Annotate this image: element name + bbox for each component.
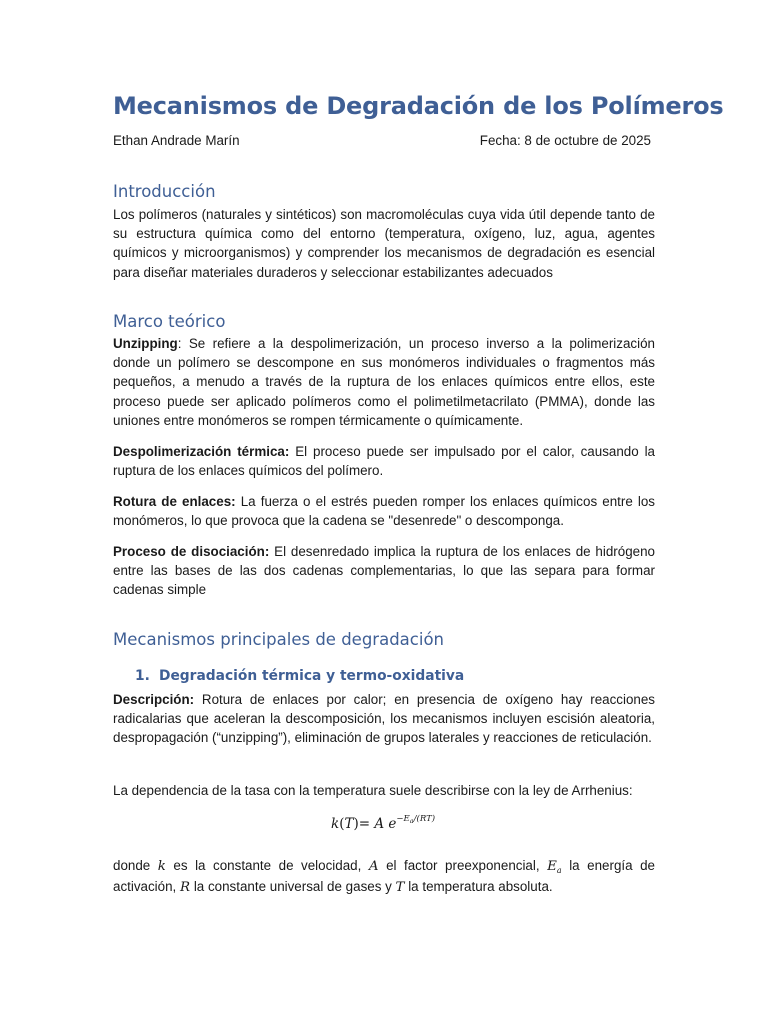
where-t1: donde: [113, 858, 158, 873]
term-descripcion: Descripción:: [113, 692, 195, 707]
list-number: 1.: [135, 668, 150, 684]
paragraph-arrhenius-intro: La dependencia de la tasa con la temperatura suele describirse con la ley de Arrhenius:: [113, 783, 633, 798]
intro-paragraph: Los polímeros (naturales y sintéticos) son macromoléculas cuya vida útil depende tanto de su estructura química como del entorno (temperatura, oxígeno, luz, agua, agentes químicos y microorganismos) y comprender los mecanismos de degradación es esencial para diseñar materiales duraderos y seleccionar estabilizantes adecuados: [113, 207, 655, 280]
definition-rotura-enlaces: La fuerza o el estrés pueden romper los enlaces químicos entre los monómeros, lo que provoca que la cadena se "desenrede" o descomponga.: [113, 494, 656, 529]
where-t3: el factor preexponencial,: [378, 858, 548, 873]
heading-mecanismos: Mecanismos principales de degradación: [113, 630, 444, 649]
term-despolimerizacion-termica: Despolimerización térmica:: [113, 444, 290, 459]
math-E-sub: a: [556, 866, 562, 875]
heading-marco-teorico: Marco teórico: [113, 312, 226, 331]
descripcion-text: Rotura de enlaces por calor; en presencia de oxígeno hay reacciones radicalarias que aceleran la descomposición, los mecanismos incluyen escisión aleatoria, despropagación (“unzipping”), eliminación de grupos laterales y reacciones de reticulación.: [113, 692, 655, 746]
math-Ea: [547, 859, 562, 874]
where-t2: es la constante de velocidad,: [165, 858, 369, 873]
math-T: T: [395, 880, 405, 896]
where-t5: la constante universal de gases y: [190, 879, 396, 895]
paragraph-despolimerizacion: [113, 442, 655, 480]
paragraph-donde: [113, 856, 655, 897]
subheading-degradacion-termica: [135, 668, 464, 684]
paragraph-rotura-enlaces: [113, 492, 655, 530]
eq-rparen: ): [353, 816, 359, 832]
term-unzipping: Unzipping: [113, 336, 178, 351]
math-R: R: [180, 880, 191, 896]
where-t6: la temperatura absoluta.: [404, 879, 553, 895]
document-date: Fecha: 8 de octubre de 2025: [479, 133, 651, 148]
definition-despolimerizacion-termica: El proceso puede ser impulsado por el calor, causando la ruptura de los enlaces químicos del polímero.: [113, 444, 656, 479]
eq-e: e: [388, 816, 397, 832]
eq-equals-A: = A: [358, 816, 385, 832]
eq-lparen: (: [339, 816, 345, 832]
paragraph-descripcion: [113, 690, 655, 748]
eq-exp-rest: /(RT): [413, 814, 436, 824]
eq-T: T: [344, 816, 354, 832]
eq-exponent: [396, 814, 435, 824]
where-t4: la energía de activación,: [113, 858, 655, 895]
math-k: k: [157, 859, 166, 874]
subheading-label: Degradación térmica y termo-oxidativa: [159, 668, 465, 684]
definition-proceso-disociacion: El desenredado implica la ruptura de los enlaces de hidrógeno entre las bases de las dos cadenas complementarias, lo que las separa para formar cadenas simple: [113, 544, 655, 598]
eq-exp-sub: a: [409, 817, 414, 825]
paragraph-proceso-disociacion: [113, 542, 655, 600]
math-A: A: [368, 859, 379, 874]
eq-k: k: [331, 816, 340, 832]
term-rotura-enlaces: Rotura de enlaces:: [113, 494, 236, 509]
term-separator: :: [177, 336, 182, 351]
paragraph-unzipping: [113, 334, 655, 430]
heading-introduccion: Introducción: [113, 182, 216, 201]
document-title: Mecanismos de Degradación de los Polímeros: [113, 92, 724, 120]
eq-exp-sign: −E: [396, 814, 410, 824]
math-E: E: [547, 859, 557, 874]
definition-unzipping: Se refiere a la despolimerización, un proceso inverso a la polimerización donde un polímero se descompone en sus monómeros individuales o fragmentos más pequeños, a menudo a través de la ruptura de los enlaces químicos entre ellos, este proceso puede ser aplicado polímeros como el polimetilmetacrilato (PMMA), donde las uniones entre monómeros se rompen térmicamente o químicamente.: [113, 336, 655, 428]
arrhenius-equation: [331, 816, 435, 832]
term-proceso-disociacion: Proceso de disociación:: [113, 544, 270, 559]
author-name: Ethan Andrade Marín: [113, 133, 240, 148]
